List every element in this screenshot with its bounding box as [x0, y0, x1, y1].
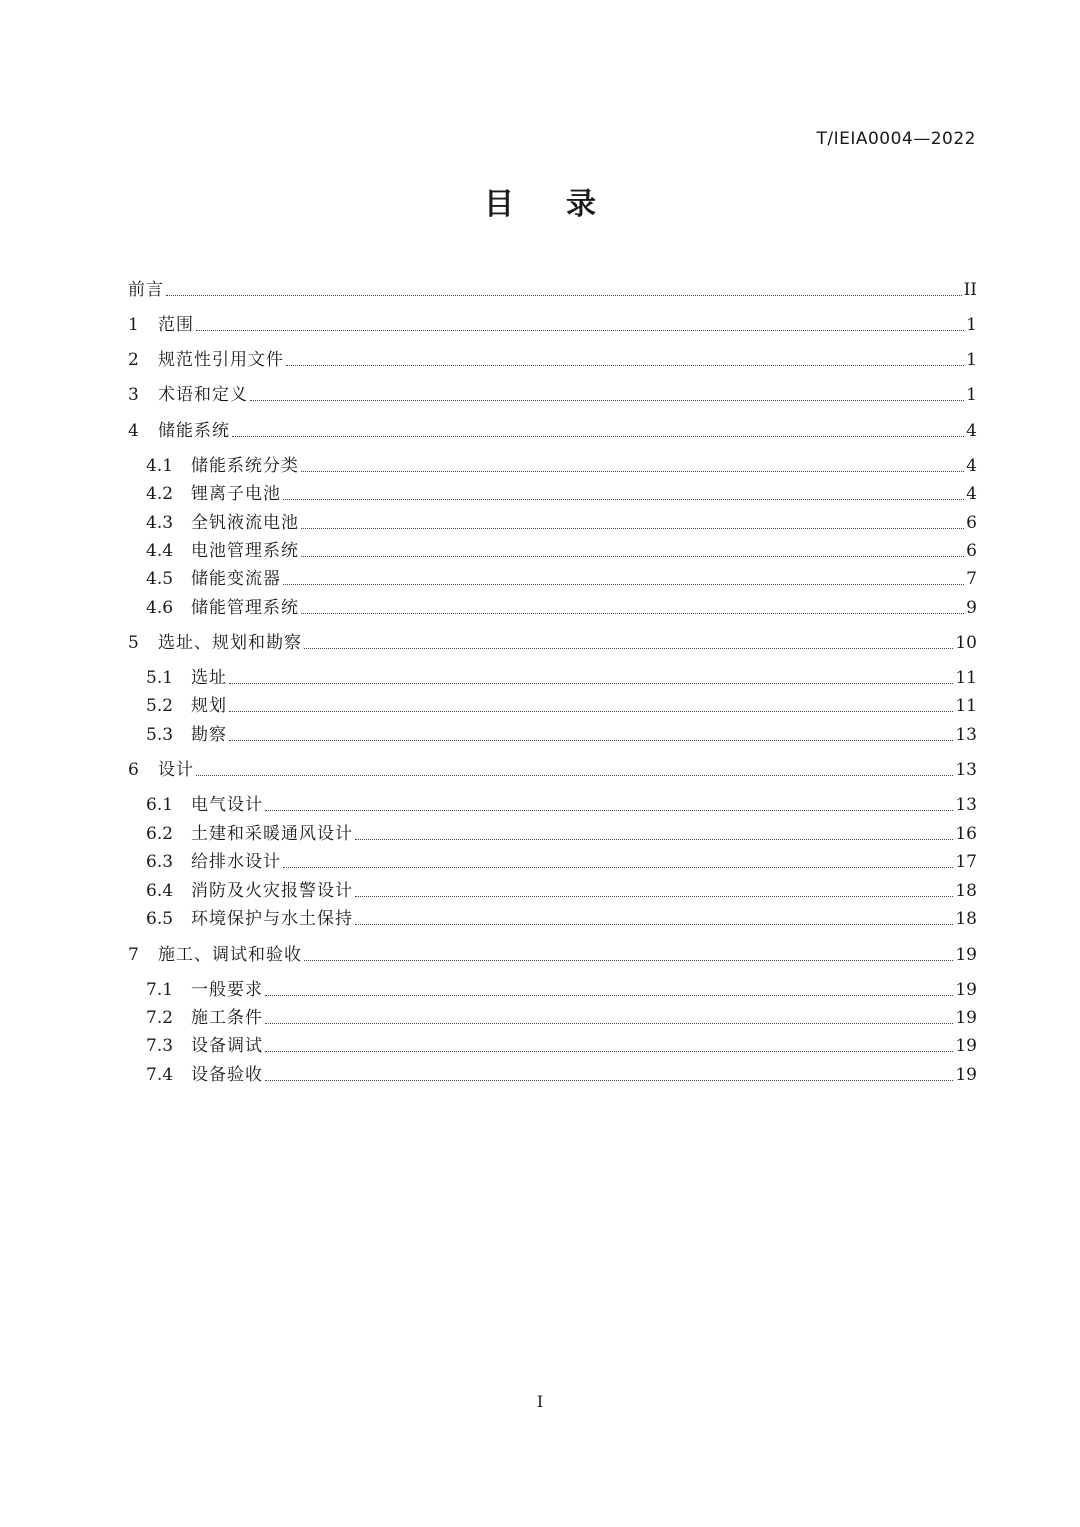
toc-entry-number: 5.1	[146, 668, 174, 688]
toc-entry-page: 6	[966, 513, 977, 533]
toc-entry-page: 4	[966, 456, 977, 476]
toc-entry[interactable]	[146, 536, 977, 562]
toc-entry[interactable]	[128, 628, 977, 654]
toc-entry-number: 7.2	[146, 1008, 174, 1028]
toc-entry-number: 4.1	[146, 456, 174, 476]
toc-entry-label: 储能系统分类	[191, 456, 299, 476]
page-number: I	[536, 1392, 544, 1411]
toc-leader-dots	[283, 866, 953, 868]
toc-entry-number: 7.3	[146, 1036, 174, 1056]
toc-entry-label: 术语和定义	[158, 385, 248, 405]
toc-entry[interactable]	[128, 310, 977, 336]
toc-entry-number: 7	[128, 945, 139, 965]
toc-entry-label: 储能变流器	[191, 569, 281, 589]
toc-entry[interactable]	[146, 508, 977, 534]
toc-entry-label: 一般要求	[191, 980, 263, 1000]
toc-entry-label: 电池管理系统	[191, 541, 299, 561]
toc-entry-page: 11	[955, 696, 977, 716]
toc-leader-dots	[355, 838, 953, 840]
toc-entry-label: 电气设计	[191, 795, 263, 815]
toc-entry-label: 土建和采暖通风设计	[191, 824, 353, 844]
toc-entry-label: 设计	[158, 760, 194, 780]
toc-leader-dots	[166, 294, 962, 296]
toc-entry-label: 锂离子电池	[191, 484, 281, 504]
toc-entry-page: 7	[966, 569, 977, 589]
toc-entry-number: 5	[128, 633, 139, 653]
toc-entry-label: 消防及火灾报警设计	[191, 881, 353, 901]
toc-entry-number: 4.2	[146, 484, 174, 504]
toc-entry-number: 4.3	[146, 513, 174, 533]
toc-leader-dots	[301, 470, 964, 472]
toc-entry-page: 1	[966, 385, 977, 405]
toc-leader-dots	[265, 809, 953, 811]
toc-entry[interactable]	[146, 975, 977, 1001]
toc-entry-number: 5.2	[146, 696, 174, 716]
toc-entry[interactable]	[146, 720, 977, 746]
toc-leader-dots	[265, 1050, 953, 1052]
toc-entry[interactable]	[146, 691, 977, 717]
toc-entry-page: 1	[966, 315, 977, 335]
toc-entry-label: 前言	[128, 280, 164, 300]
toc-leader-dots	[265, 994, 953, 996]
toc-entry[interactable]	[146, 904, 977, 930]
toc-entry-page: 19	[955, 1008, 977, 1028]
toc-entry[interactable]	[128, 380, 977, 406]
toc-leader-dots	[265, 1022, 953, 1024]
toc-entry[interactable]	[146, 1031, 977, 1057]
toc-leader-dots	[301, 555, 964, 557]
toc-entry-label: 环境保护与水土保持	[191, 909, 353, 929]
toc-entry-number: 6.2	[146, 824, 174, 844]
toc-entry[interactable]	[128, 755, 977, 781]
toc-entry-label: 给排水设计	[191, 852, 281, 872]
toc-entry-label: 选址	[191, 668, 227, 688]
toc-entry-page: 4	[966, 484, 977, 504]
toc-entry-label: 勘察	[191, 725, 227, 745]
toc-leader-dots	[301, 612, 964, 614]
toc-entry[interactable]	[128, 345, 977, 371]
toc-entry-page: 9	[966, 598, 977, 618]
document-code: T/IEIA0004—2022	[816, 129, 976, 149]
toc-entry-number: 2	[128, 350, 139, 370]
toc-entry-number: 4.5	[146, 569, 174, 589]
toc-entry-number: 4	[128, 421, 139, 441]
toc-leader-dots	[229, 739, 953, 741]
toc-entry-number: 6.5	[146, 909, 174, 929]
toc-entry-label: 施工、调试和验收	[158, 945, 302, 965]
toc-entry-number: 7.4	[146, 1065, 174, 1085]
toc-entry-label: 选址、规划和勘察	[158, 633, 302, 653]
toc-entry-page: 19	[955, 945, 977, 965]
toc-entry-label: 规划	[191, 696, 227, 716]
toc-entry-number: 7.1	[146, 980, 174, 1000]
toc-leader-dots	[304, 647, 953, 649]
toc-entry-label: 设备调试	[191, 1036, 263, 1056]
toc-entry[interactable]	[146, 876, 977, 902]
toc-leader-dots	[301, 527, 964, 529]
toc-entry-page: 19	[955, 1036, 977, 1056]
toc-entry-label: 规范性引用文件	[158, 350, 284, 370]
toc-entry-page: 17	[955, 852, 977, 872]
toc-entry-label: 储能管理系统	[191, 598, 299, 618]
toc-leader-dots	[286, 364, 964, 366]
toc-entry[interactable]	[146, 451, 977, 477]
toc-entry[interactable]	[128, 416, 977, 442]
toc-entry-page: 19	[955, 980, 977, 1000]
toc-entry-number: 3	[128, 385, 139, 405]
toc-entry-page: 13	[955, 760, 977, 780]
toc-leader-dots	[232, 435, 964, 437]
toc-leader-dots	[355, 923, 953, 925]
toc-leader-dots	[229, 710, 953, 712]
toc-leader-dots	[196, 774, 953, 776]
toc-entry-page: 13	[955, 795, 977, 815]
toc-entry-number: 6.1	[146, 795, 174, 815]
toc-entry[interactable]	[146, 663, 977, 689]
toc-leader-dots	[283, 583, 964, 585]
toc-entry[interactable]	[146, 479, 977, 505]
toc-entry-label: 施工条件	[191, 1008, 263, 1028]
toc-leader-dots	[283, 498, 964, 500]
toc-entry-page: 1	[966, 350, 977, 370]
toc-leader-dots	[250, 399, 964, 401]
toc-entry[interactable]	[146, 790, 977, 816]
toc-entry-page: 6	[966, 541, 977, 561]
toc-entry[interactable]	[146, 1003, 977, 1029]
toc-entry-page: 11	[955, 668, 977, 688]
toc-entry-page: 10	[955, 633, 977, 653]
toc-leader-dots	[196, 329, 964, 331]
toc-entry-page: 18	[955, 909, 977, 929]
toc-entry-page: 16	[955, 824, 977, 844]
toc-entry-label: 设备验收	[191, 1065, 263, 1085]
toc-entry-number: 5.3	[146, 725, 174, 745]
toc-entry[interactable]	[146, 564, 977, 590]
toc-entry[interactable]	[128, 940, 977, 966]
toc-entry-number: 6	[128, 760, 139, 780]
toc-entry-number: 6.4	[146, 881, 174, 901]
toc-entry-page: 13	[955, 725, 977, 745]
toc-entry[interactable]	[146, 1060, 977, 1086]
toc-entry-label: 范围	[158, 315, 194, 335]
toc-entry-label: 储能系统	[158, 421, 230, 441]
toc-entry[interactable]	[128, 275, 977, 301]
toc-leader-dots	[229, 682, 953, 684]
toc-leader-dots	[265, 1079, 953, 1081]
toc-leader-dots	[355, 895, 953, 897]
toc-entry-number: 4.4	[146, 541, 174, 561]
toc-entry[interactable]	[146, 593, 977, 619]
toc-entry-page: 19	[955, 1065, 977, 1085]
toc-entry-page: II	[963, 280, 977, 300]
toc-title: 目录	[484, 187, 648, 222]
toc-entry-page: 4	[966, 421, 977, 441]
toc-entry-number: 1	[128, 315, 139, 335]
toc-entry-page: 18	[955, 881, 977, 901]
toc-entry-number: 4.6	[146, 598, 174, 618]
toc-entry[interactable]	[146, 847, 977, 873]
toc-entry-label: 全钒液流电池	[191, 513, 299, 533]
toc-leader-dots	[304, 959, 953, 961]
toc-entry[interactable]	[146, 819, 977, 845]
toc-entry-number: 6.3	[146, 852, 174, 872]
